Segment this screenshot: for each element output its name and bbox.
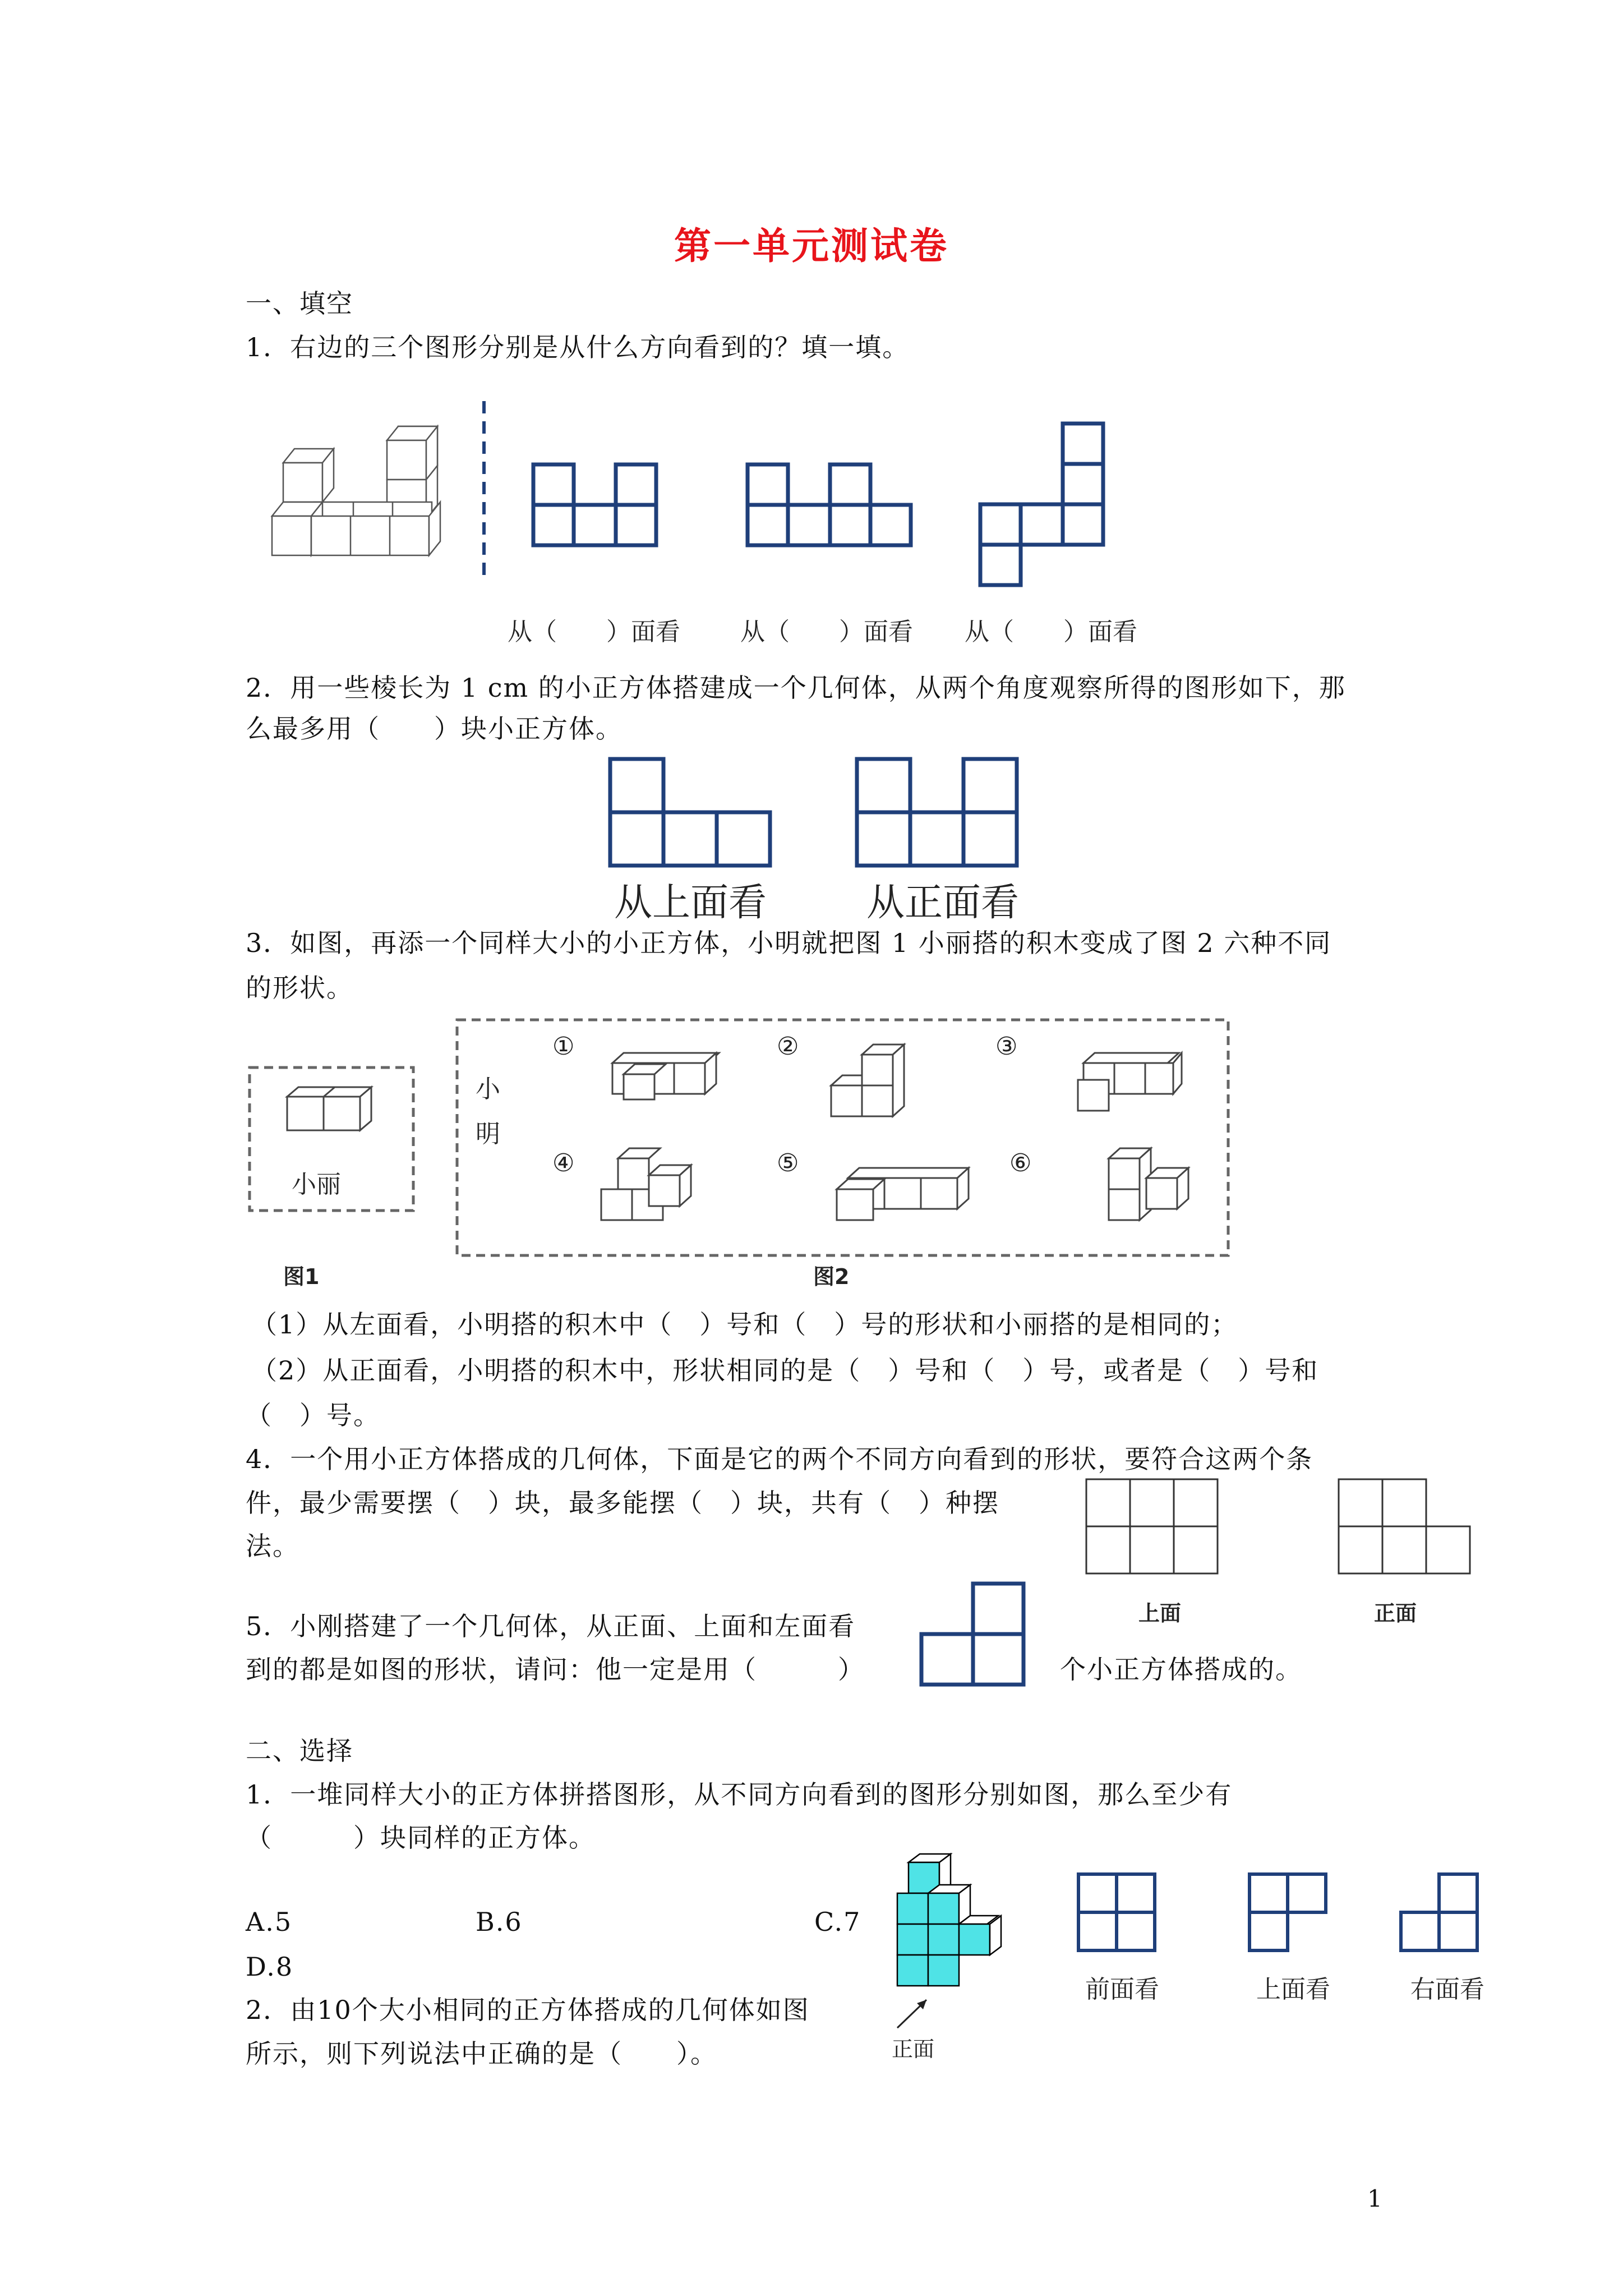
q4-front-view-grid — [1338, 1478, 1475, 1576]
choice-question-2-line-2: 所示，则下列说法中正确的是（ ）。 — [246, 2039, 717, 2069]
option-b: B.6 — [476, 1907, 523, 1937]
q2-top-view-grid — [608, 757, 777, 869]
q3-sub-question-1: （1）从左面看，小明搭的积木中（ ）号和（ ）号的形状和小丽搭的是相同的； — [251, 1309, 1238, 1340]
q3-figure-2-label-1: 小 — [476, 1075, 500, 1103]
question-5-line-1: 5．小刚搭建了一个几何体，从正面、上面和左面看 — [246, 1611, 856, 1641]
q1-caption-1: 从（ ）面看 — [508, 618, 680, 646]
q2-front-view-grid — [855, 757, 1023, 869]
q5-view-grid — [920, 1582, 1032, 1688]
question-2-line-1: 2．用一些棱长为 1 cm 的小正方体搭建成一个几何体，从两个角度观察所得的图形如下，那 — [246, 673, 1346, 703]
question-4-line-2: 件，最少需要摆（ ）块，最多能摆（ ）块，共有（ ）种摆 — [246, 1488, 999, 1518]
caption-right-view: 右面看 — [1410, 1975, 1484, 2004]
caption-front-view: 前面看 — [1085, 1975, 1159, 2004]
q3-figure-2-caption: 图2 — [813, 1264, 850, 1289]
choice-q1-front-view-grid — [1077, 1872, 1161, 1954]
q3-marker-3: ③ — [995, 1032, 1018, 1061]
q1-view-grid-3 — [979, 422, 1108, 590]
q3-figure-1-label: 小丽 — [292, 1170, 341, 1199]
q2-caption-front: 从正面看 — [866, 881, 1020, 925]
q3-marker-4: ④ — [552, 1149, 575, 1177]
q1-view-grid-2 — [746, 463, 914, 550]
option-c: C.7 — [814, 1907, 861, 1937]
q3-figure-2-label-2: 明 — [476, 1120, 500, 1148]
option-a: A.5 — [246, 1907, 293, 1937]
question-4-line-1: 4．一个用小正方体搭成的几何体，下面是它的两个不同方向看到的形状，要符合这两个条 — [246, 1444, 1313, 1474]
question-2-line-2: 么最多用（ ）块小正方体。 — [246, 714, 623, 744]
q3-sub-question-2-line-1: （2）从正面看，小明搭的积木中，形状相同的是（ ）号和（ ）号，或者是（ ）号和 — [251, 1355, 1319, 1386]
q1-view-grid-1 — [532, 463, 661, 550]
q1-caption-2: 从（ ）面看 — [740, 618, 913, 646]
choice-question-1-line-1: 1．一堆同样大小的正方体拼搭图形，从不同方向看到的图形分别如图，那么至少有 — [246, 1779, 1233, 1810]
choice-q1-right-view-grid — [1399, 1872, 1483, 1954]
q2-caption-top: 从上面看 — [614, 881, 767, 925]
choice-q1-cube-stack-figure — [892, 1851, 1021, 1997]
q3-figure-1-caption: 图1 — [283, 1264, 320, 1289]
q3-sub-question-2-line-2: （ ）号。 — [246, 1400, 380, 1430]
q4-caption-front: 正面 — [1374, 1601, 1417, 1626]
option-d: D.8 — [246, 1952, 294, 1982]
choice-question-1-line-2: （ ）块同样的正方体。 — [246, 1823, 596, 1853]
front-direction-arrow — [892, 1994, 937, 2033]
question-1-text: 1．右边的三个图形分别是从什么方向看到的？填一填。 — [246, 332, 910, 362]
page-number: 1 — [1367, 2185, 1382, 2212]
caption-top-view: 上面看 — [1256, 1975, 1330, 2004]
q1-isometric-cubes-figure — [258, 426, 449, 567]
q4-top-view-grid — [1085, 1478, 1223, 1576]
question-5-line-2-end: 个小正方体搭成的。 — [1060, 1654, 1302, 1685]
question-5-line-2: 到的都是如图的形状，请问：他一定是用（ ） — [246, 1654, 865, 1685]
section-heading-choice: 二、选择 — [246, 1736, 353, 1766]
q3-marker-5: ⑤ — [777, 1149, 799, 1177]
q3-marker-6: ⑥ — [1009, 1149, 1032, 1177]
front-label: 正面 — [892, 2037, 935, 2062]
choice-question-2-line-1: 2．由10个大小相同的正方体搭成的几何体如图 — [246, 1995, 810, 2025]
q1-caption-3: 从（ ）面看 — [965, 618, 1137, 646]
question-3-line-1: 3．如图，再添一个同样大小的小正方体，小明就把图 1 小丽搭的积木变成了图 2 六种不同 — [246, 928, 1332, 958]
question-4-line-3: 法。 — [246, 1531, 299, 1561]
q1-dashed-divider — [481, 401, 487, 575]
q3-marker-1: ① — [552, 1032, 575, 1061]
section-heading-fill-blank: 一、填空 — [246, 288, 353, 319]
choice-q1-top-view-grid — [1248, 1872, 1332, 1954]
q3-marker-2: ② — [777, 1032, 799, 1061]
question-3-line-2: 的形状。 — [246, 973, 353, 1003]
q4-caption-top: 上面 — [1138, 1601, 1182, 1626]
page-title: 第一单元测试卷 — [674, 224, 949, 268]
